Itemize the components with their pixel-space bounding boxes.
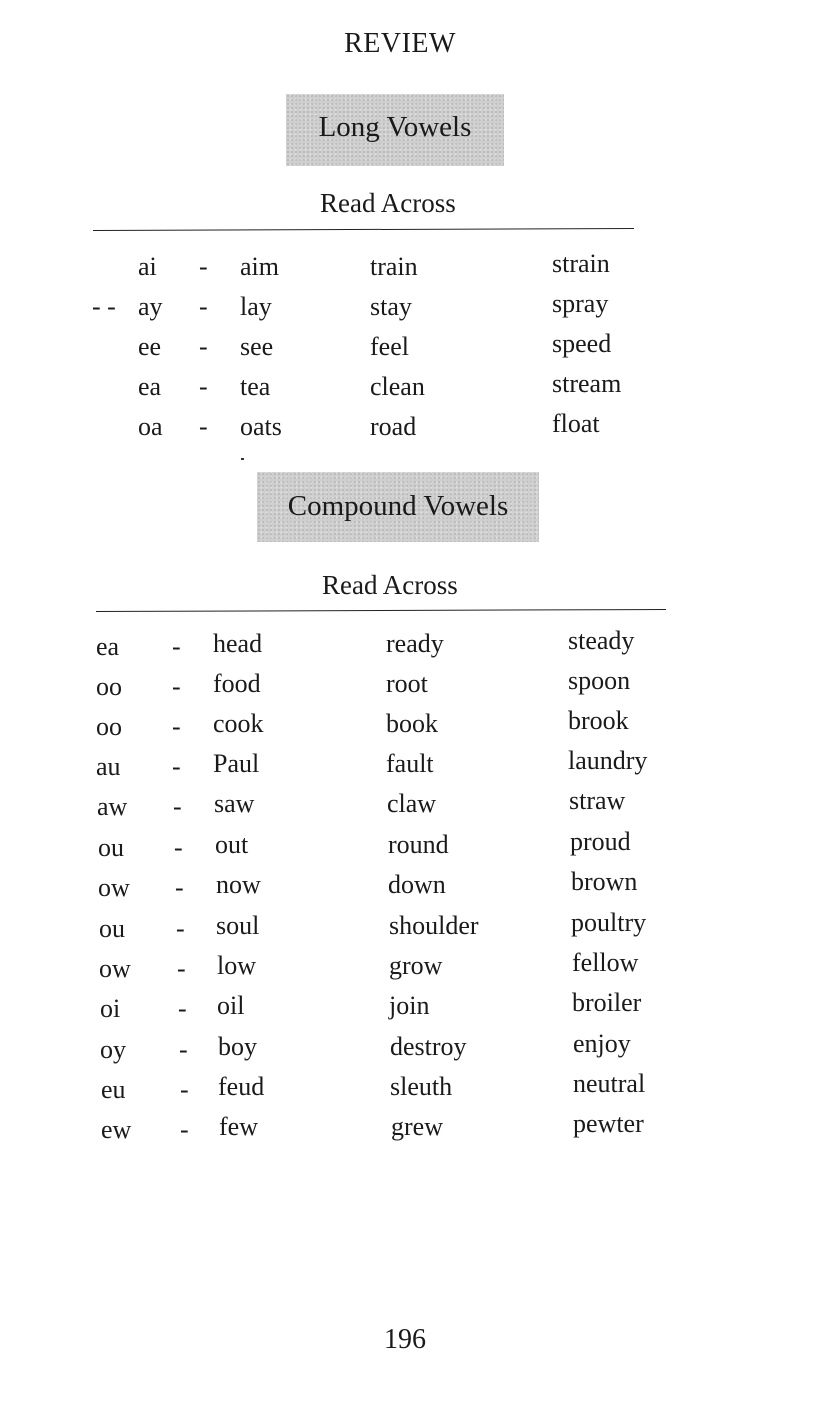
example-word: claw xyxy=(387,789,437,818)
separator-dash: - xyxy=(174,833,183,862)
separator-dash: - xyxy=(172,632,181,661)
example-word: fellow xyxy=(572,948,639,977)
separator-dash: - xyxy=(180,1075,189,1104)
separator-dash: - xyxy=(177,954,186,983)
separator-dash: - xyxy=(172,752,181,781)
example-word: feud xyxy=(218,1072,265,1101)
example-word: brook xyxy=(568,706,629,735)
example-word: feel xyxy=(370,332,409,361)
table-row xyxy=(0,1109,720,1151)
vowel-pattern: ou xyxy=(99,914,125,943)
example-word: destroy xyxy=(390,1032,467,1061)
separator-dash: - xyxy=(199,412,208,441)
table-row xyxy=(0,948,720,990)
table-row xyxy=(0,666,720,708)
print-speck xyxy=(241,458,244,460)
long-vowels-heading: Long Vowels xyxy=(286,94,504,166)
separator-dash: - xyxy=(180,1115,189,1144)
compound-vowels-heading: Compound Vowels xyxy=(257,472,539,542)
example-word: sleuth xyxy=(390,1072,453,1101)
example-word: spray xyxy=(552,289,609,318)
example-word: join xyxy=(389,991,430,1020)
vowel-pattern: au xyxy=(96,752,121,781)
vowel-pattern: ow xyxy=(98,873,130,902)
example-word: boy xyxy=(218,1032,257,1061)
separator-dash: - xyxy=(179,1035,188,1064)
example-word: soul xyxy=(216,911,260,940)
example-word: grew xyxy=(391,1112,443,1141)
example-word: food xyxy=(213,669,261,698)
long-vowels-instruction: Read Across xyxy=(320,188,456,218)
vowel-pattern: oo xyxy=(96,712,122,741)
example-word: laundry xyxy=(568,746,648,775)
example-word: now xyxy=(216,870,261,899)
example-word: shoulder xyxy=(389,911,479,940)
example-word: neutral xyxy=(573,1069,646,1098)
example-word: root xyxy=(386,669,428,698)
separator-dash: - xyxy=(199,332,208,361)
example-word: few xyxy=(219,1112,258,1141)
example-word: lay xyxy=(240,292,272,321)
vowel-pattern: ea xyxy=(138,372,162,401)
table-row xyxy=(0,369,700,408)
example-word: fault xyxy=(386,749,434,778)
example-word: broiler xyxy=(572,988,642,1017)
vowel-pattern: ea xyxy=(96,632,120,661)
page-number: 196 xyxy=(384,1324,426,1355)
example-word: out xyxy=(215,830,249,859)
vowel-pattern: ee xyxy=(138,332,162,361)
example-word: brown xyxy=(571,867,638,896)
separator-dash: - xyxy=(199,372,208,401)
example-word: Paul xyxy=(213,749,260,778)
example-word: oats xyxy=(240,412,282,441)
table-row xyxy=(0,249,700,288)
table-row xyxy=(0,827,720,869)
example-word: float xyxy=(552,409,600,438)
vowel-pattern: ou xyxy=(98,833,124,862)
example-word: oil xyxy=(217,991,245,1020)
table-row xyxy=(0,746,720,788)
vowel-pattern: aw xyxy=(97,792,128,821)
table-row xyxy=(0,1029,720,1071)
example-word: ready xyxy=(386,629,444,658)
example-word: aim xyxy=(240,252,279,281)
example-word: stream xyxy=(552,369,622,398)
margin-mark: - - xyxy=(92,292,116,321)
page-title: REVIEW xyxy=(344,28,456,59)
table-row xyxy=(0,908,720,950)
vowel-pattern: ay xyxy=(138,292,163,321)
separator-dash: - xyxy=(173,792,182,821)
vowel-pattern: oi xyxy=(100,994,121,1023)
example-word: train xyxy=(370,252,418,281)
vowel-pattern: ow xyxy=(99,954,131,983)
compound-vowels-instruction: Read Across xyxy=(322,570,458,600)
example-word: spoon xyxy=(568,666,631,695)
example-word: speed xyxy=(552,329,612,358)
example-word: grow xyxy=(389,951,443,980)
table-row xyxy=(0,1069,720,1111)
separator-dash: - xyxy=(199,252,208,281)
vowel-pattern: ai xyxy=(138,252,157,281)
separator-dash: - xyxy=(199,292,208,321)
example-word: saw xyxy=(214,789,255,818)
vowel-pattern: ew xyxy=(101,1115,132,1144)
long-vowels-divider xyxy=(93,228,634,231)
example-word: strain xyxy=(552,249,610,278)
table-row xyxy=(0,706,720,748)
table-row xyxy=(0,289,700,328)
example-word: road xyxy=(370,412,417,441)
example-word: poultry xyxy=(571,908,647,937)
example-word: pewter xyxy=(573,1109,644,1138)
vowel-pattern: eu xyxy=(101,1075,126,1104)
example-word: clean xyxy=(370,372,425,401)
separator-dash: - xyxy=(176,914,185,943)
example-word: stay xyxy=(370,292,412,321)
separator-dash: - xyxy=(178,994,187,1023)
separator-dash: - xyxy=(175,873,184,902)
table-row xyxy=(0,626,720,668)
example-word: see xyxy=(240,332,274,361)
table-row xyxy=(0,867,720,909)
example-word: book xyxy=(386,709,438,738)
vowel-pattern: oy xyxy=(100,1035,126,1064)
vowel-pattern: oa xyxy=(138,412,163,441)
example-word: down xyxy=(388,870,446,899)
example-word: tea xyxy=(240,372,271,401)
example-word: head xyxy=(213,629,263,658)
example-word: low xyxy=(217,951,256,980)
table-row xyxy=(0,329,700,368)
separator-dash: - xyxy=(172,672,181,701)
example-word: straw xyxy=(569,786,626,815)
example-word: round xyxy=(388,830,449,859)
table-row xyxy=(0,409,700,448)
compound-vowels-divider xyxy=(96,609,666,612)
table-row xyxy=(0,786,720,828)
vowel-pattern: oo xyxy=(96,672,122,701)
separator-dash: - xyxy=(172,712,181,741)
example-word: cook xyxy=(213,709,264,738)
example-word: enjoy xyxy=(573,1029,631,1058)
example-word: proud xyxy=(570,827,631,856)
table-row xyxy=(0,988,720,1030)
example-word: steady xyxy=(568,626,635,655)
